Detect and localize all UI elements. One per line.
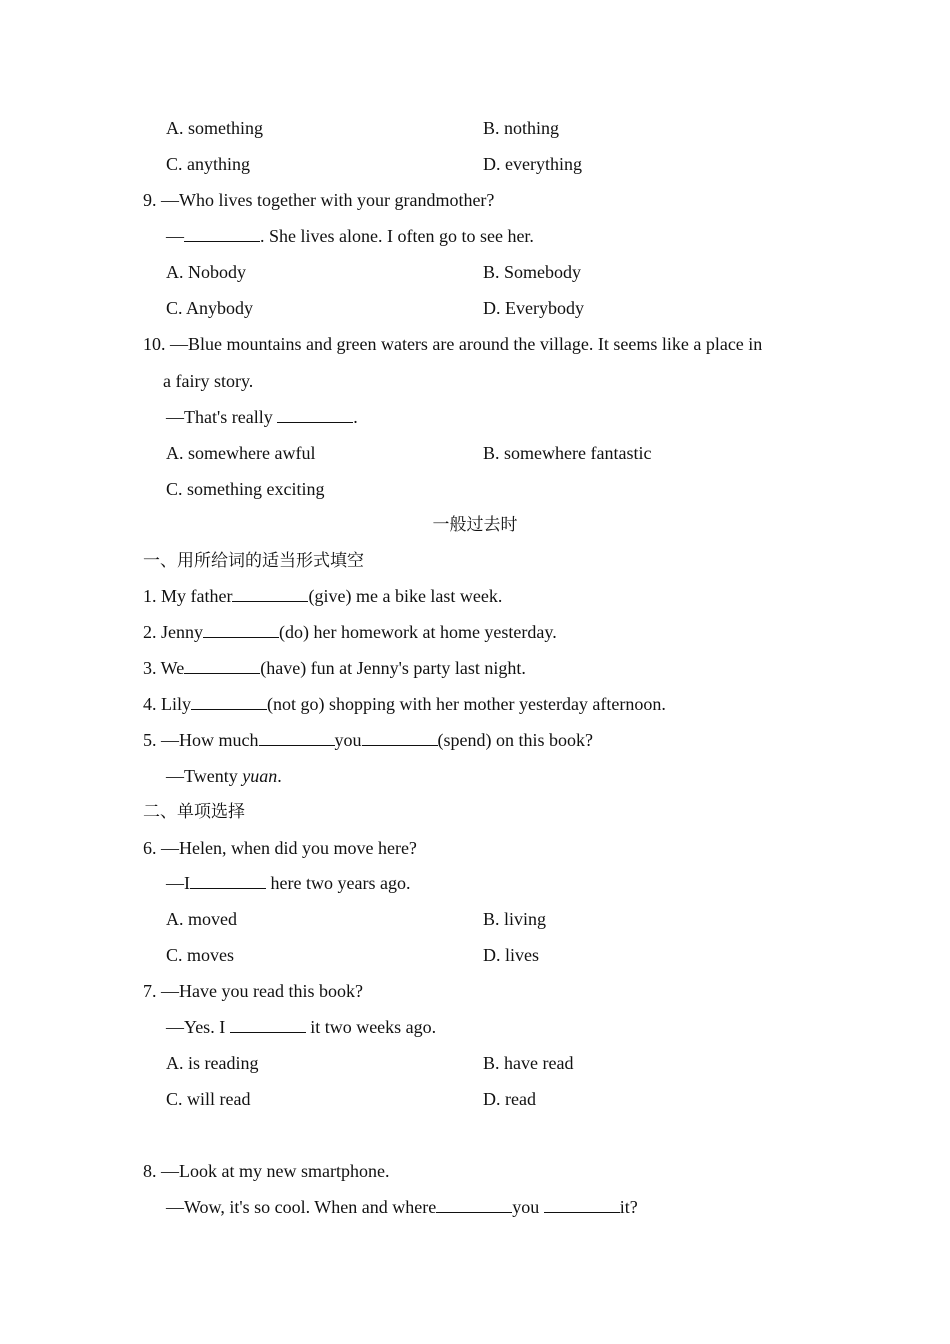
p2-q7-answer: [166, 1017, 436, 1037]
q9-answer-line: [166, 226, 534, 246]
p2-q6-answer-pre: —I: [166, 873, 190, 893]
q8-prev-option-d: D. everything: [483, 154, 582, 174]
p2-q6-option-b: B. living: [483, 909, 547, 929]
section-title: 一般过去时: [432, 515, 518, 535]
p1-q2-blank[interactable]: [203, 622, 279, 638]
q9-question: 9. —Who lives together with your grandmother?: [143, 190, 495, 210]
p2-q6-answer-post: here two years ago.: [266, 873, 411, 893]
p1-q3-post: (have) fun at Jenny's party last night.: [260, 658, 526, 678]
q9-option-b: B. Somebody: [483, 262, 582, 282]
p1-q5-answer-italic: yuan: [242, 766, 278, 786]
p1-q1-pre: 1. My father: [143, 586, 233, 606]
q9-option-d: D. Everybody: [483, 298, 584, 318]
p1-q5-blank-1[interactable]: [259, 730, 335, 746]
p1-q5-blank-2[interactable]: [362, 730, 438, 746]
p2-q8-answer: [166, 1197, 638, 1217]
q9-answer-post: . She lives alone. I often go to see her.: [260, 226, 534, 246]
q10-question-line2: a fairy story.: [163, 371, 254, 391]
p2-q8-question: 8. —Look at my new smartphone.: [143, 1161, 390, 1181]
p2-q6-option-a: A. moved: [166, 909, 237, 929]
q8-prev-option-a: A. something: [166, 118, 263, 138]
p1-q4-post: (not go) shopping with her mother yesterday afternoon.: [267, 694, 666, 714]
p1-q5-mid: you: [334, 730, 362, 750]
p1-q1-post: (give) me a bike last week.: [308, 586, 503, 606]
p1-q3-pre: 3. We: [143, 658, 185, 678]
q10-answer-post: .: [353, 407, 358, 427]
p1-q5: [143, 730, 593, 750]
p2-q6-option-c: C. moves: [166, 945, 235, 965]
p1-q5-answer-pre: —Twenty: [166, 766, 243, 786]
p2-q8-answer-post: it?: [619, 1197, 638, 1217]
p2-q7-option-b: B. have read: [483, 1053, 574, 1073]
p2-q6-option-d: D. lives: [483, 945, 539, 965]
p1-q3: [143, 658, 526, 678]
q10-option-b: B. somewhere fantastic: [483, 443, 652, 463]
q10-question-line1: 10. —Blue mountains and green waters are around the village. It seems like a place in: [143, 334, 763, 354]
q8-prev-option-c: C. anything: [166, 154, 250, 174]
p2-q6-answer: [166, 873, 410, 893]
q10-option-c: C. something exciting: [166, 479, 325, 499]
p2-q8-answer-mid: you: [512, 1197, 544, 1217]
p1-q4-blank[interactable]: [191, 694, 267, 710]
part1-heading: 一、用所给词的适当形式填空: [143, 551, 364, 571]
p2-q6-question: 6. —Helen, when did you move here?: [143, 838, 417, 858]
p1-q5-answer-post: .: [277, 766, 282, 786]
part2-heading: 二、单项选择: [143, 802, 245, 822]
p1-q4-pre: 4. Lily: [143, 694, 191, 714]
q8-prev-option-b: B. nothing: [483, 118, 560, 138]
p2-q7-answer-pre: —Yes. I: [166, 1017, 230, 1037]
p1-q5-post: (spend) on this book?: [437, 730, 593, 750]
q10-blank[interactable]: [277, 407, 353, 423]
p1-q1: [143, 586, 502, 606]
q10-answer-line: [166, 407, 358, 427]
p1-q5-answer: [166, 766, 282, 786]
p2-q8-blank-1[interactable]: [436, 1197, 512, 1213]
p2-q7-option-c: C. will read: [166, 1089, 251, 1109]
p2-q7-blank[interactable]: [230, 1017, 306, 1033]
p2-q8-blank-2[interactable]: [544, 1197, 620, 1213]
p2-q7-option-d: D. read: [483, 1089, 536, 1109]
p1-q1-blank[interactable]: [232, 586, 308, 602]
p1-q2-post: (do) her homework at home yesterday.: [279, 622, 557, 642]
q10-answer-pre: —That's really: [166, 407, 278, 427]
p1-q2: [143, 622, 557, 642]
p1-q3-blank[interactable]: [184, 658, 260, 674]
p1-q4: [143, 694, 666, 714]
p1-q5-pre: 5. —How much: [143, 730, 259, 750]
q9-blank[interactable]: [184, 226, 260, 242]
p2-q7-answer-post: it two weeks ago.: [305, 1017, 437, 1037]
p2-q6-blank[interactable]: [190, 873, 266, 889]
q9-option-c: C. Anybody: [166, 298, 254, 318]
q9-option-a: A. Nobody: [166, 262, 246, 282]
p2-q8-answer-pre: —Wow, it's so cool. When and where: [166, 1197, 437, 1217]
p2-q7-option-a: A. is reading: [166, 1053, 259, 1073]
q9-answer-pre: —: [166, 226, 184, 246]
p1-q2-pre: 2. Jenny: [143, 622, 203, 642]
p2-q7-question: 7. —Have you read this book?: [143, 981, 363, 1001]
q10-option-a: A. somewhere awful: [166, 443, 316, 463]
